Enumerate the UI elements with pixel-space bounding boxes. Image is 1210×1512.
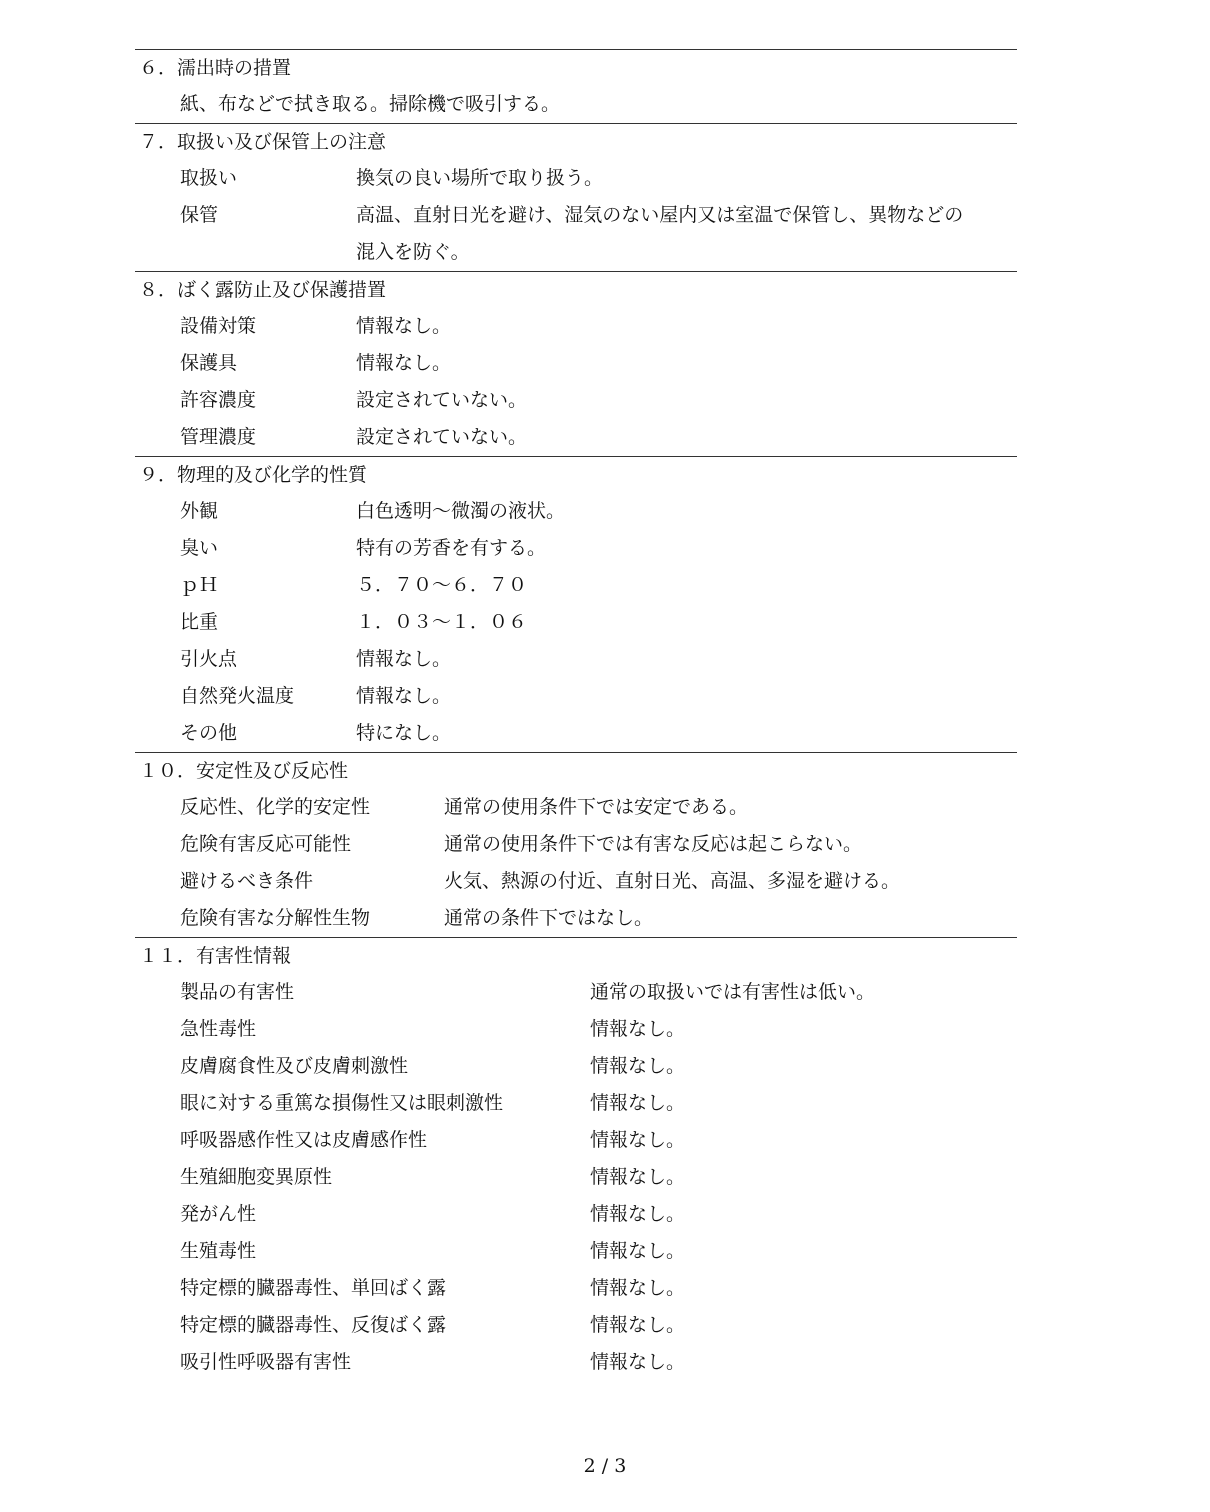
- property-value: 白色透明～微濁の液状。: [356, 500, 566, 522]
- property-label: 比重: [180, 611, 219, 633]
- property-label: 引火点: [180, 648, 238, 670]
- property-row: [135, 1085, 1017, 1122]
- property-label: 生殖細胞変異原性: [180, 1166, 333, 1188]
- property-row: [135, 160, 1017, 197]
- property-label: 吸引性呼吸器有害性: [180, 1351, 352, 1373]
- section-6-spill-measures: [135, 49, 1017, 123]
- property-row: [135, 1233, 1017, 1270]
- property-value: 設定されていない。: [356, 426, 528, 448]
- property-row: [135, 1048, 1017, 1085]
- property-row-continuation: [135, 234, 1017, 271]
- property-value: 情報なし。: [590, 1240, 686, 1262]
- property-value-continued: 混入を防ぐ。: [356, 241, 470, 263]
- property-label: 許容濃度: [180, 389, 257, 411]
- property-row: [135, 567, 1017, 604]
- property-label: 保管: [180, 204, 219, 226]
- property-label: ｐＨ: [180, 574, 219, 596]
- property-row: [135, 1159, 1017, 1196]
- section-text: 紙、布などで拭き取る。掃除機で吸引する。: [180, 93, 561, 115]
- property-row: [135, 1122, 1017, 1159]
- property-value: 通常の使用条件下では安定である。: [444, 796, 749, 818]
- property-value: 特有の芳香を有する。: [356, 537, 547, 559]
- property-value: 情報なし。: [590, 1129, 686, 1151]
- property-row: [135, 1270, 1017, 1307]
- section-8-exposure-controls: [135, 271, 1017, 456]
- property-label: 避けるべき条件: [180, 870, 314, 892]
- property-value: 換気の良い場所で取り扱う。: [356, 167, 604, 189]
- property-row: [135, 789, 1017, 826]
- property-value: 情報なし。: [590, 1277, 686, 1299]
- property-row: [135, 1344, 1017, 1381]
- property-label: 特定標的臓器毒性、単回ばく露: [180, 1277, 447, 1299]
- section-title: ７．取扱い及び保管上の注意: [139, 131, 387, 153]
- property-value: 火気、熱源の付近、直射日光、高温、多湿を避ける。: [444, 870, 901, 892]
- property-value: 情報なし。: [356, 648, 452, 670]
- section-title: ６．濡出時の措置: [139, 57, 292, 79]
- property-row: [135, 604, 1017, 641]
- property-label: 眼に対する重篤な損傷性又は眼刺激性: [180, 1092, 504, 1114]
- property-row: [135, 900, 1017, 937]
- section-title: １０．安定性及び反応性: [139, 760, 349, 782]
- property-value: 情報なし。: [356, 685, 452, 707]
- property-label: その他: [180, 722, 238, 744]
- property-label: 呼吸器感作性又は皮膚感作性: [180, 1129, 428, 1151]
- property-value: 情報なし。: [590, 1055, 686, 1077]
- property-row: [135, 1196, 1017, 1233]
- property-row: [135, 715, 1017, 752]
- property-value: 通常の条件下ではなし。: [444, 907, 654, 929]
- property-value: １．０３～１．０６: [356, 611, 528, 633]
- property-value: 情報なし。: [590, 1166, 686, 1188]
- section-9-physical-chemical-properties: [135, 456, 1017, 752]
- property-value: ５．７０～６．７０: [356, 574, 528, 596]
- property-label: 危険有害反応可能性: [180, 833, 352, 855]
- property-row: [135, 382, 1017, 419]
- property-label: 保護具: [180, 352, 238, 374]
- property-value: 特になし。: [356, 722, 452, 744]
- property-label: 皮膚腐食性及び皮膚刺激性: [180, 1055, 409, 1077]
- document-body: [135, 49, 1017, 1381]
- property-row: [135, 1011, 1017, 1048]
- property-label: 取扱い: [180, 167, 238, 189]
- property-row: [135, 974, 1017, 1011]
- property-row: [135, 345, 1017, 382]
- section-11-toxicological-information: [135, 937, 1017, 1381]
- property-label: 発がん性: [180, 1203, 257, 1225]
- property-row: [135, 493, 1017, 530]
- property-label: 管理濃度: [180, 426, 257, 448]
- property-label: 急性毒性: [180, 1018, 257, 1040]
- property-value: 情報なし。: [590, 1351, 686, 1373]
- property-label: 危険有害な分解性生物: [180, 907, 371, 929]
- section-title: ９．物理的及び化学的性質: [139, 464, 368, 486]
- property-value: 高温、直射日光を避け、湿気のない屋内又は室温で保管し、異物などの: [356, 204, 964, 226]
- property-label: 設備対策: [180, 315, 257, 337]
- property-value: 情報なし。: [590, 1092, 686, 1114]
- property-label: 外観: [180, 500, 219, 522]
- property-label: 自然発火温度: [180, 685, 295, 707]
- property-row: [135, 197, 1017, 234]
- property-row: [135, 308, 1017, 345]
- property-label: 特定標的臓器毒性、反復ばく露: [180, 1314, 447, 1336]
- property-label: 反応性、化学的安定性: [180, 796, 371, 818]
- property-value: 情報なし。: [356, 352, 452, 374]
- property-label: 臭い: [180, 537, 219, 559]
- property-value: 情報なし。: [356, 315, 452, 337]
- property-row: [135, 1307, 1017, 1344]
- property-value: 情報なし。: [590, 1314, 686, 1336]
- property-value: 通常の使用条件下では有害な反応は起こらない。: [444, 833, 863, 855]
- section-10-stability-reactivity: [135, 752, 1017, 937]
- property-row: [135, 641, 1017, 678]
- property-label: 生殖毒性: [180, 1240, 257, 1262]
- property-value: 情報なし。: [590, 1203, 686, 1225]
- property-row: [135, 863, 1017, 900]
- property-value: 情報なし。: [590, 1018, 686, 1040]
- section-7-handling-storage: [135, 123, 1017, 271]
- property-row: [135, 826, 1017, 863]
- property-label: 製品の有害性: [180, 981, 295, 1003]
- section-title: ８．ばく露防止及び保護措置: [139, 279, 387, 301]
- property-row: [135, 419, 1017, 456]
- property-value: 設定されていない。: [356, 389, 528, 411]
- page-number: 2 / 3: [583, 1455, 627, 1477]
- property-row: [135, 530, 1017, 567]
- section-title: １１．有害性情報: [139, 945, 292, 967]
- property-row: [135, 678, 1017, 715]
- property-value: 通常の取扱いでは有害性は低い。: [590, 981, 876, 1003]
